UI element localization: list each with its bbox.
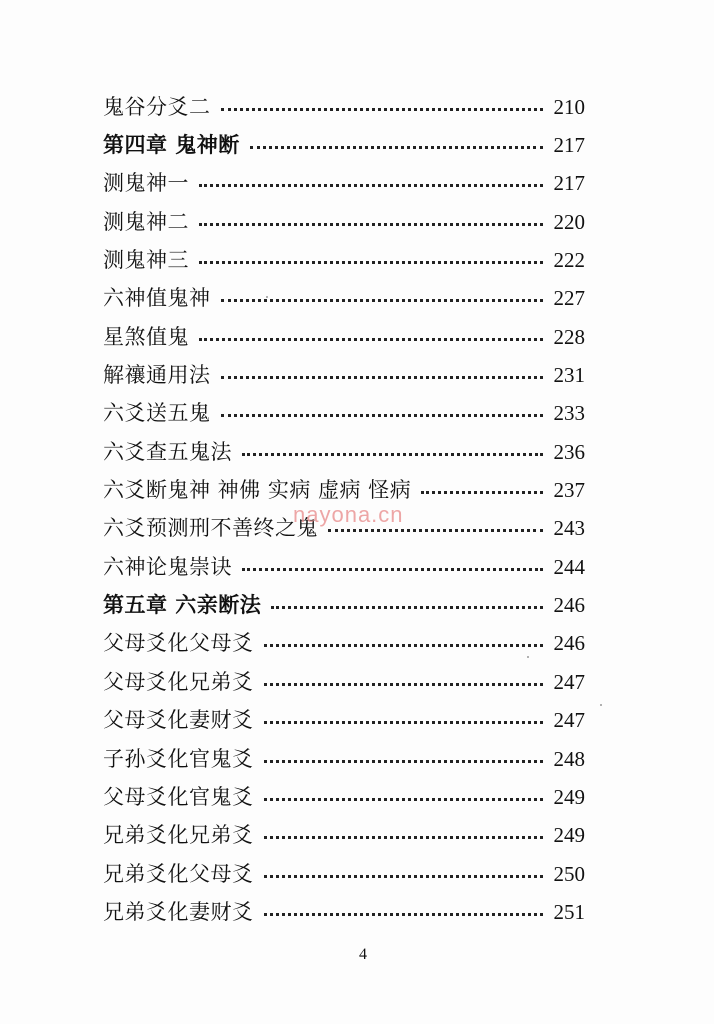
toc-page-number: 210: [553, 94, 585, 119]
dot-leader: [421, 491, 543, 494]
page-number: 4: [359, 946, 367, 963]
dot-leader: [199, 184, 543, 187]
toc-entry: [103, 395, 585, 433]
section-title: 兄弟爻化父母爻: [103, 861, 254, 886]
dot-leader: [271, 606, 543, 609]
dot-leader: [264, 798, 544, 801]
toc-entry: [103, 740, 585, 778]
toc-page-number: 222: [553, 248, 585, 273]
toc-entry: [103, 280, 585, 318]
toc-entry: [103, 548, 585, 586]
toc-entry: [103, 510, 585, 548]
scan-speck: [600, 704, 602, 706]
toc-page-number: 228: [553, 324, 585, 349]
dot-leader: [221, 299, 544, 302]
section-title: 父母爻化妻财爻: [103, 708, 254, 733]
toc-entry: [103, 893, 585, 931]
dot-leader: [328, 529, 543, 532]
toc-entry: [103, 855, 585, 893]
table-of-contents: [103, 88, 585, 932]
toc-page-number: 247: [553, 669, 585, 694]
toc-entry: [103, 471, 585, 509]
section-title: 星煞值鬼: [103, 324, 189, 349]
dot-leader: [264, 644, 544, 647]
dot-leader: [250, 146, 543, 149]
toc-page-number: 248: [553, 746, 585, 771]
toc-page-number: 244: [553, 554, 585, 579]
toc-entry: [103, 817, 585, 855]
scan-speck: [527, 656, 529, 658]
dot-leader: [221, 414, 544, 417]
dot-leader: [242, 453, 543, 456]
toc-page-number: 249: [553, 823, 585, 848]
dot-leader: [264, 760, 544, 763]
section-title: 兄弟爻化兄弟爻: [103, 823, 254, 848]
toc-entry: [103, 663, 585, 701]
toc-page-number: 247: [553, 708, 585, 733]
dot-leader: [221, 376, 544, 379]
section-title: 六爻预测刑不善终之鬼: [103, 516, 318, 541]
toc-page-number: 217: [553, 171, 585, 196]
toc-page-number: 237: [553, 478, 585, 503]
toc-page-number: 231: [553, 363, 585, 388]
chapter-title: 第四章 鬼神断: [103, 133, 240, 158]
toc-page-number: 251: [553, 899, 585, 924]
section-title: 鬼谷分爻二: [103, 94, 211, 119]
toc-page-number: 246: [553, 593, 585, 618]
toc-entry: [103, 586, 585, 624]
toc-page-number: 243: [553, 516, 585, 541]
toc-page-number: 227: [553, 286, 585, 311]
dot-leader: [199, 223, 543, 226]
toc-entry: [103, 625, 585, 663]
toc-entry: [103, 88, 585, 126]
section-title: 测鬼神三: [103, 248, 189, 273]
dot-leader: [264, 836, 544, 839]
section-title: 六神论鬼崇诀: [103, 554, 232, 579]
toc-entry: [103, 126, 585, 164]
toc-entry: [103, 433, 585, 471]
toc-entry: [103, 702, 585, 740]
toc-page-number: 246: [553, 631, 585, 656]
toc-page-number: 220: [553, 209, 585, 234]
section-title: 父母爻化父母爻: [103, 631, 254, 656]
toc-page-number: 249: [553, 784, 585, 809]
section-title: 六爻送五鬼: [103, 401, 211, 426]
dot-leader: [199, 338, 543, 341]
toc-entry: [103, 318, 585, 356]
toc-page-number: 233: [553, 401, 585, 426]
section-title: 解禳通用法: [103, 363, 211, 388]
section-title: 测鬼神一: [103, 171, 189, 196]
dot-leader: [242, 568, 543, 571]
dot-leader: [264, 875, 544, 878]
toc-entry: [103, 778, 585, 816]
dot-leader: [221, 108, 544, 111]
scan-speck: [266, 296, 268, 298]
watermark: nayona.cn: [293, 502, 404, 527]
chapter-title: 第五章 六亲断法: [103, 593, 262, 618]
toc-page-number: 217: [553, 133, 585, 158]
toc-entry: [103, 356, 585, 394]
toc-entry: [103, 165, 585, 203]
toc-page-number: 236: [553, 439, 585, 464]
section-title: 六爻断鬼神 神佛 实病 虚病 怪病: [103, 478, 412, 503]
section-title: 父母爻化官鬼爻: [103, 784, 254, 809]
section-title: 兄弟爻化妻财爻: [103, 899, 254, 924]
dot-leader: [264, 683, 544, 686]
section-title: 测鬼神二: [103, 209, 189, 234]
dot-leader: [264, 913, 544, 916]
toc-entry: [103, 241, 585, 279]
section-title: 六爻查五鬼法: [103, 439, 232, 464]
dot-leader: [264, 721, 544, 724]
dot-leader: [199, 261, 543, 264]
section-title: 父母爻化兄弟爻: [103, 669, 254, 694]
section-title: 子孙爻化官鬼爻: [103, 746, 254, 771]
toc-page-number: 250: [553, 861, 585, 886]
section-title: 六神值鬼神: [103, 286, 211, 311]
toc-entry: [103, 203, 585, 241]
